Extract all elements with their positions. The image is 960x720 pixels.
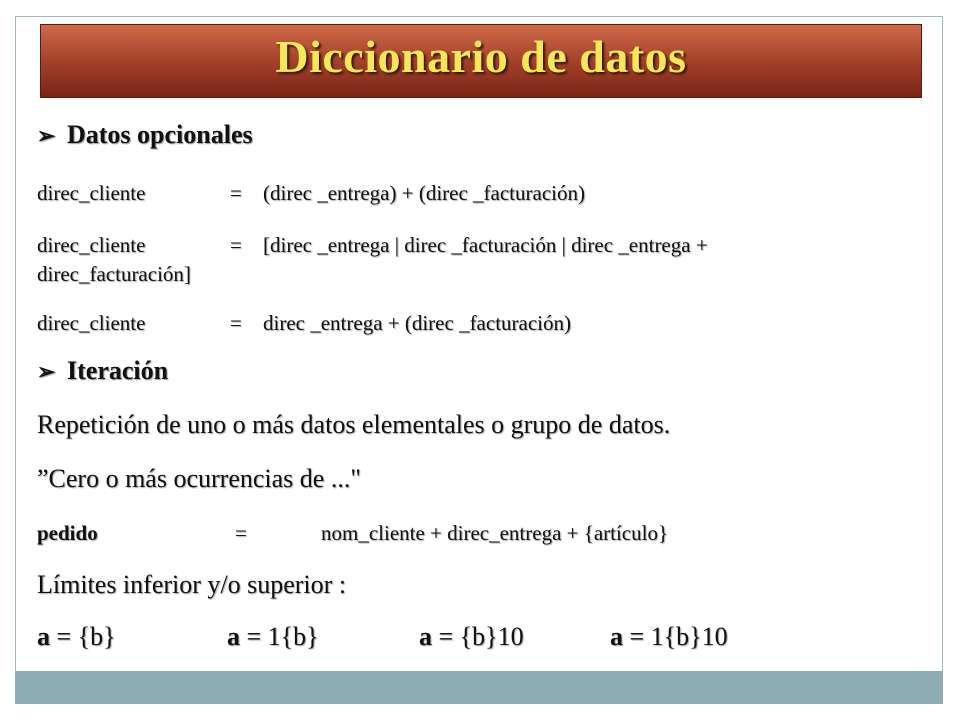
definition-row [37, 311, 571, 336]
definition-equals: = [230, 181, 242, 205]
pedido-lhs: pedido [37, 521, 98, 545]
section-heading-label: Iteración [67, 356, 169, 385]
section-heading-iteration [37, 356, 168, 386]
pedido-equals: = [235, 521, 247, 545]
definition-continuation: direc_facturación] [37, 262, 191, 286]
section-heading-optional [37, 120, 253, 150]
arrow-bullet-icon: ➢ [37, 359, 56, 384]
limit-var: a [227, 622, 240, 651]
footer-bar [15, 671, 943, 704]
definition-equals: = [230, 311, 242, 335]
definition-lhs: direc_cliente [37, 311, 146, 335]
iteration-quote: ”Cero o más ocurrencias de ..." [37, 464, 361, 493]
limit-var: a [610, 622, 623, 651]
limits-examples [37, 622, 728, 652]
limit-var: a [37, 622, 50, 651]
limit-expr: = {b}10 [432, 622, 524, 651]
limit-expr: = 1{b}10 [623, 622, 728, 651]
definition-row [37, 181, 585, 206]
pedido-rhs: nom_cliente + direc_entrega + {artículo} [321, 521, 669, 545]
definition-rhs: (direc _entrega) + (direc _facturación) [263, 181, 585, 205]
definition-equals: = [230, 233, 242, 257]
definition-lhs: direc_cliente [37, 181, 146, 205]
limit-expr: = {b} [50, 622, 116, 651]
limit-example [227, 622, 419, 652]
definition-rhs: [direc _entrega | direc _facturación | direc _entrega + [263, 233, 708, 257]
definition-rhs: direc _entrega + (direc _facturación) [263, 311, 571, 335]
iteration-description: Repetición de uno o más datos elementales o grupo de datos. [37, 410, 671, 439]
arrow-bullet-icon: ➢ [37, 123, 56, 148]
limit-expr: = 1{b} [240, 622, 319, 651]
limit-var: a [419, 622, 432, 651]
definition-row [37, 233, 708, 258]
definition-lhs: direc_cliente [37, 233, 146, 257]
limit-example [419, 622, 610, 652]
limit-example [610, 622, 728, 652]
pedido-definition [37, 521, 668, 546]
section-heading-label: Datos opcionales [67, 120, 253, 149]
limit-example [37, 622, 227, 652]
limits-title: Límites inferior y/o superior : [37, 570, 347, 599]
slide-title: Diccionario de datos [275, 31, 687, 82]
